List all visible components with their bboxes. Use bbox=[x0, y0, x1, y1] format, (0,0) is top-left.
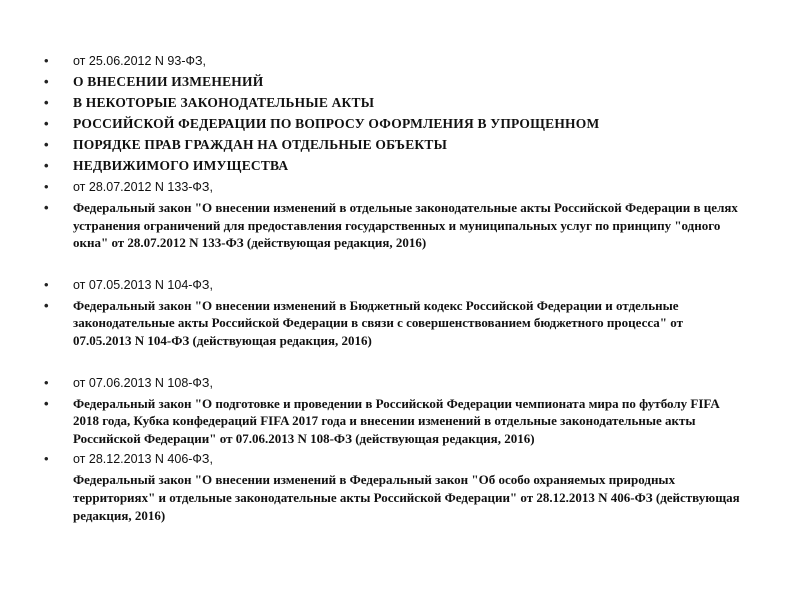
law-title-text: О ВНЕСЕНИИ ИЗМЕНЕНИЙ bbox=[73, 74, 264, 89]
list-item-date bbox=[44, 178, 744, 196]
list-item-law-description bbox=[44, 297, 744, 350]
bullet-icon: • bbox=[44, 53, 49, 68]
law-title-text: ПОРЯДКЕ ПРАВ ГРАЖДАН НА ОТДЕЛЬНЫЕ ОБЪЕКТЫ bbox=[73, 137, 448, 152]
law-description-text: Федеральный закон "О внесении изменений в Бюджетный кодекс Российской Федерации и отдельные законодательные акты Российской Федерации в связи с совершенствованием бюджетного процесса" от 07.05.2013 N 104-ФЗ (действующая редакция, 2016) bbox=[73, 297, 683, 348]
amendment-date-text: от 28.07.2012 N 133-ФЗ, bbox=[73, 180, 213, 194]
amendment-date-text: от 07.05.2013 N 104-ФЗ, bbox=[73, 277, 213, 292]
list-item-date bbox=[44, 450, 744, 468]
bullet-icon: • bbox=[44, 158, 49, 173]
list-item-title bbox=[44, 157, 744, 175]
list-item-date bbox=[44, 276, 744, 294]
law-title-text: НЕДВИЖИМОГО ИМУЩЕСТВА bbox=[73, 158, 289, 173]
list-item-title bbox=[44, 73, 744, 91]
law-description-text: Федеральный закон "О внесении изменений в отдельные законодательные акты Российской Федерации в целях устранения ограничений для предоставления государственных и муниципальных услуг по принципу "одного окна" от 28.07.2012 N 133-ФЗ (действующая редакция, 2016) bbox=[73, 200, 738, 251]
bullet-icon: • bbox=[44, 395, 49, 411]
list-item-law-description bbox=[44, 395, 744, 448]
bullet-icon: • bbox=[44, 116, 49, 131]
bullet-icon: • bbox=[44, 374, 49, 390]
amendment-date-text: от 07.06.2013 N 108-ФЗ, bbox=[73, 375, 213, 390]
law-title-text: РОССИЙСКОЙ ФЕДЕРАЦИИ ПО ВОПРОСУ ОФОРМЛЕНИЯ В УПРОЩЕННОМ bbox=[73, 116, 600, 131]
list-item-date bbox=[44, 374, 744, 392]
list-item-date bbox=[44, 52, 744, 70]
law-title-text: В НЕКОТОРЫЕ ЗАКОНОДАТЕЛЬНЫЕ АКТЫ bbox=[73, 95, 375, 110]
list-item-title bbox=[44, 136, 744, 154]
list-item-title bbox=[44, 94, 744, 112]
list-item-law-description bbox=[44, 471, 744, 524]
law-description-text: Федеральный закон "О подготовке и проведении в Российской Федерации чемпионата мира по футболу FIFA 2018 года, Кубка конфедераций FIFA 2017 года и внесении изменений в отдельные законодательные акты Российской Федерации" от 07.06.2013 N 108-ФЗ (действующая редакция, 2016) bbox=[73, 395, 720, 446]
bullet-icon: • bbox=[44, 74, 49, 89]
bullet-icon: • bbox=[44, 137, 49, 152]
law-description-text: Федеральный закон "О внесении изменений в Федеральный закон "Об особо охраняемых природных территориях" и отдельные законодательные акты Российской Федерации" от 28.12.2013 N 406-ФЗ (действующая редакция, 2016) bbox=[73, 472, 740, 523]
bullet-icon: • bbox=[44, 200, 49, 215]
bullet-icon: • bbox=[44, 179, 49, 194]
law-amendments-list bbox=[44, 52, 744, 527]
amendment-date-text: от 28.12.2013 N 406-ФЗ, bbox=[73, 452, 213, 467]
bullet-icon: • bbox=[44, 276, 49, 292]
bullet-icon: • bbox=[44, 297, 49, 313]
list-item-title bbox=[44, 115, 744, 133]
amendment-date-text: от 25.06.2012 N 93-ФЗ, bbox=[73, 54, 207, 68]
bullet-icon: • bbox=[44, 451, 49, 467]
bullet-icon: • bbox=[44, 95, 49, 110]
list-item-law-description bbox=[44, 199, 744, 252]
